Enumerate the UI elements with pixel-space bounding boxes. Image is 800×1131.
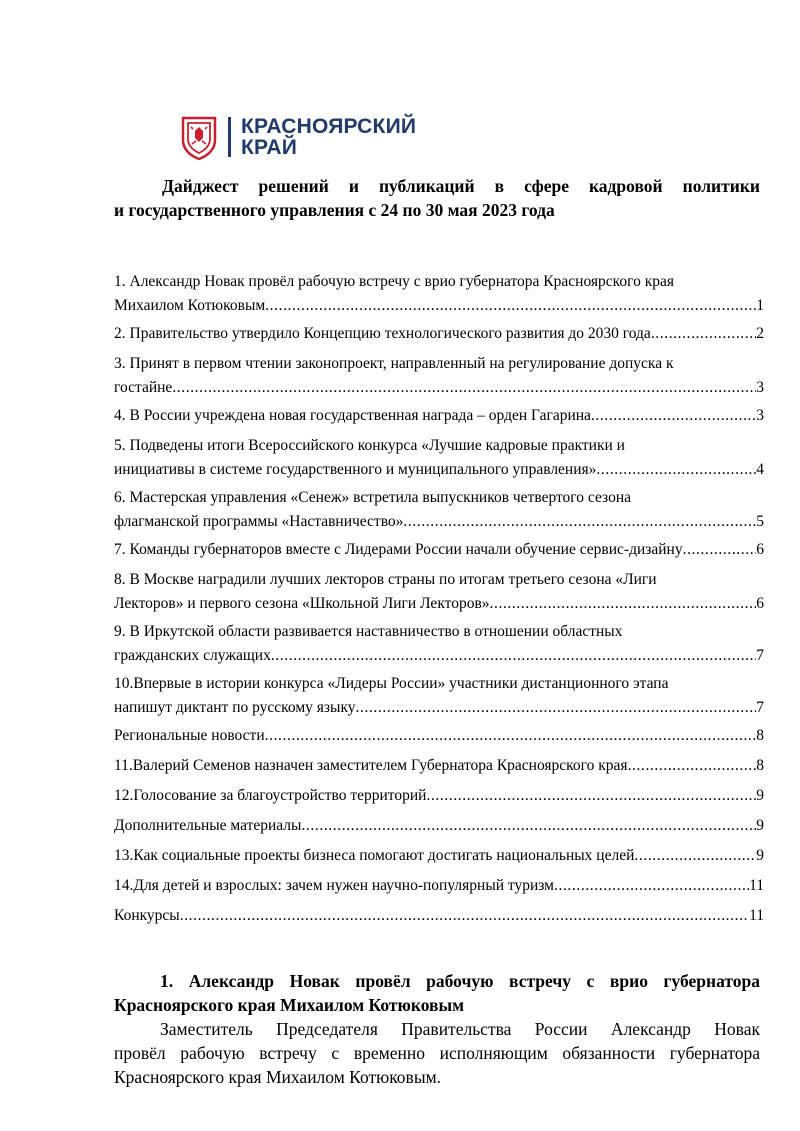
toc-entry-line: [114, 844, 764, 868]
toc-entry-line: [114, 784, 764, 808]
toc-dot-leader: [271, 644, 756, 668]
toc-entry-text: гражданских служащих: [114, 647, 271, 664]
toc-entry-line: [114, 814, 764, 838]
toc-page-number: 9: [756, 817, 764, 834]
logo-divider: [228, 117, 231, 157]
toc-entry-text: 13.Как социальные проекты бизнеса помогают достигать национальных целей: [114, 847, 635, 864]
toc-entry-text: 10.Впервые в истории конкурса «Лидеры России» участники дистанционного этапа: [114, 675, 669, 692]
toc-dot-leader: [683, 538, 757, 562]
toc-entry[interactable]: [114, 874, 764, 898]
toc-entry[interactable]: [114, 814, 764, 838]
toc-dot-leader: [172, 376, 756, 400]
toc-dot-leader: [628, 754, 757, 778]
article-section-1: [114, 969, 760, 1089]
toc-dot-leader: [356, 696, 757, 720]
toc-entry-text: флагманской программы «Наставничество»: [114, 513, 404, 530]
toc-entry-line: [114, 376, 764, 400]
toc-page-number: 1: [756, 297, 764, 314]
toc-entry[interactable]: [114, 538, 764, 562]
toc-entry-line: [114, 322, 764, 346]
toc-entry[interactable]: [114, 620, 764, 668]
toc-entry[interactable]: [114, 404, 764, 428]
paragraph-line-2: провёл рабочую встречу с временно исполняющим обязанности губернатора: [114, 1043, 760, 1063]
toc-entry-line: [114, 874, 764, 898]
toc-dot-leader: [265, 724, 757, 748]
toc-entry-line: [114, 696, 764, 720]
toc-entry-text: инициативы в системе государственного и муниципального управления»: [114, 461, 597, 478]
toc-dot-leader: [426, 784, 756, 808]
toc-entry[interactable]: [114, 322, 764, 346]
toc-entry[interactable]: [114, 904, 764, 928]
toc-entry-text: 2. Правительство утвердило Концепцию технологического развития до 2030 года: [114, 325, 651, 342]
logo-wordmark: [241, 116, 416, 158]
logo-line-1: КРАСНОЯРСКИЙ: [241, 115, 417, 138]
toc-dot-leader: [180, 904, 749, 928]
toc-page-number: 3: [756, 379, 764, 396]
toc-page-number: 11: [749, 907, 764, 924]
toc-entry[interactable]: [114, 270, 764, 318]
toc-entry-line: [114, 904, 764, 928]
toc-dot-leader: [634, 844, 756, 868]
logo-line-2: КРАЙ: [241, 136, 298, 159]
section-heading-line-1: 1. Александр Новак провёл рабочую встречу с врио губернатора: [160, 971, 760, 991]
toc-entry[interactable]: [114, 568, 764, 616]
toc-entry-line: [114, 724, 764, 748]
toc-entry-line: [114, 538, 764, 562]
toc-entry-line: [114, 270, 764, 294]
toc-entry-text: 4. В России учреждена новая государственная награда – орден Гагарина: [114, 407, 591, 424]
toc-page-number: 7: [756, 699, 764, 716]
toc-entry-text: 5. Подведены итоги Всероссийского конкурса «Лучшие кадровые практики и: [114, 437, 625, 454]
toc-entry-line: [114, 434, 764, 458]
toc-page-number: 4: [756, 461, 764, 478]
toc-entry[interactable]: [114, 844, 764, 868]
toc-entry-line: [114, 458, 764, 482]
toc-entry-line: [114, 486, 764, 510]
toc-entry[interactable]: [114, 352, 764, 400]
section-heading: [114, 969, 760, 1017]
toc-dot-leader: [596, 458, 756, 482]
toc-entry-text: Конкурсы: [114, 907, 180, 924]
toc-entry-text: Лекторов» и первого сезона «Школьной Лиги Лекторов»: [114, 595, 490, 612]
region-logo: [180, 114, 416, 160]
section-heading-line-2: Красноярского края Михаилом Котюковым: [114, 995, 465, 1015]
toc-entry-line: [114, 592, 764, 616]
coat-of-arms-icon: [180, 114, 218, 160]
toc-dot-leader: [403, 510, 756, 534]
toc-entry-text: напишут диктант по русскому языку: [114, 699, 356, 716]
paragraph-line-1: Заместитель Председателя Правительства России Александр Новак: [160, 1019, 760, 1039]
toc-entry-line: [114, 754, 764, 778]
toc-page-number: 9: [756, 847, 764, 864]
toc-entry[interactable]: [114, 784, 764, 808]
toc-page-number: 8: [756, 727, 764, 744]
toc-entry-line: [114, 510, 764, 534]
toc-page-number: 9: [756, 787, 764, 804]
toc-dot-leader: [490, 592, 757, 616]
toc-entry-text: Михаилом Котюковым: [114, 297, 266, 314]
toc-entry-text: Дополнительные материалы: [114, 817, 302, 834]
toc-page-number: 6: [756, 541, 764, 558]
toc-entry-text: гостайне: [114, 379, 173, 396]
toc-entry-text: Региональные новости: [114, 727, 265, 744]
toc-dot-leader: [301, 814, 756, 838]
toc-entry-line: [114, 404, 764, 428]
toc-entry-text: 12.Голосование за благоустройство территорий: [114, 787, 427, 804]
toc-entry-line: [114, 568, 764, 592]
toc-entry[interactable]: [114, 672, 764, 720]
title-line-1: Дайджест решений и публикаций в сфере кадровой политики: [162, 176, 760, 196]
toc-page-number: 8: [756, 757, 764, 774]
toc-page-number: 5: [756, 513, 764, 530]
toc-page-number: 6: [756, 595, 764, 612]
toc-entry-text: 8. В Москве наградили лучших лекторов страны по итогам третьего сезона «Лиги: [114, 571, 657, 588]
toc-entry-text: 7. Команды губернаторов вместе с Лидерами России начали обучение сервис-дизайну: [114, 541, 683, 558]
toc-entry-line: [114, 620, 764, 644]
toc-entry-text: 3. Принят в первом чтении законопроект, направленный на регулирование допуска к: [114, 355, 674, 372]
toc-entry[interactable]: [114, 434, 764, 482]
toc-entry-text: 6. Мастерская управления «Сенеж» встретила выпускников четвертого сезона: [114, 489, 632, 506]
title-line-2: и государственного управления с 24 по 30 мая 2023 года: [114, 200, 555, 220]
section-paragraph: [114, 1017, 760, 1089]
toc-page-number: 3: [756, 407, 764, 424]
toc-entry-text: 11.Валерий Семенов назначен заместителем Губернатора Красноярского края: [114, 757, 628, 774]
toc-entry-text: 1. Александр Новак провёл рабочую встречу с врио губернатора Красноярского края: [114, 273, 675, 290]
toc-page-number: 2: [756, 325, 764, 342]
toc-entry-line: [114, 672, 764, 696]
toc-dot-leader: [554, 874, 749, 898]
toc-entry[interactable]: [114, 754, 764, 778]
toc-entry-line: [114, 352, 764, 376]
toc-entry-line: [114, 644, 764, 668]
toc-page-number: 7: [756, 647, 764, 664]
toc-entry[interactable]: [114, 486, 764, 534]
toc-page-number: 11: [749, 877, 764, 894]
digest-title: [114, 174, 760, 222]
toc-dot-leader: [591, 404, 756, 428]
toc-entry[interactable]: [114, 724, 764, 748]
toc-entry-line: [114, 294, 764, 318]
toc-entry-text: 9. В Иркутской области развивается наставничество в отношении областных: [114, 623, 623, 640]
toc-entry-text: 14.Для детей и взрослых: зачем нужен научно-популярный туризм: [114, 877, 554, 894]
toc-dot-leader: [265, 294, 756, 318]
paragraph-line-3: Красноярского края Михаилом Котюковым.: [114, 1067, 442, 1087]
toc-dot-leader: [651, 322, 756, 346]
